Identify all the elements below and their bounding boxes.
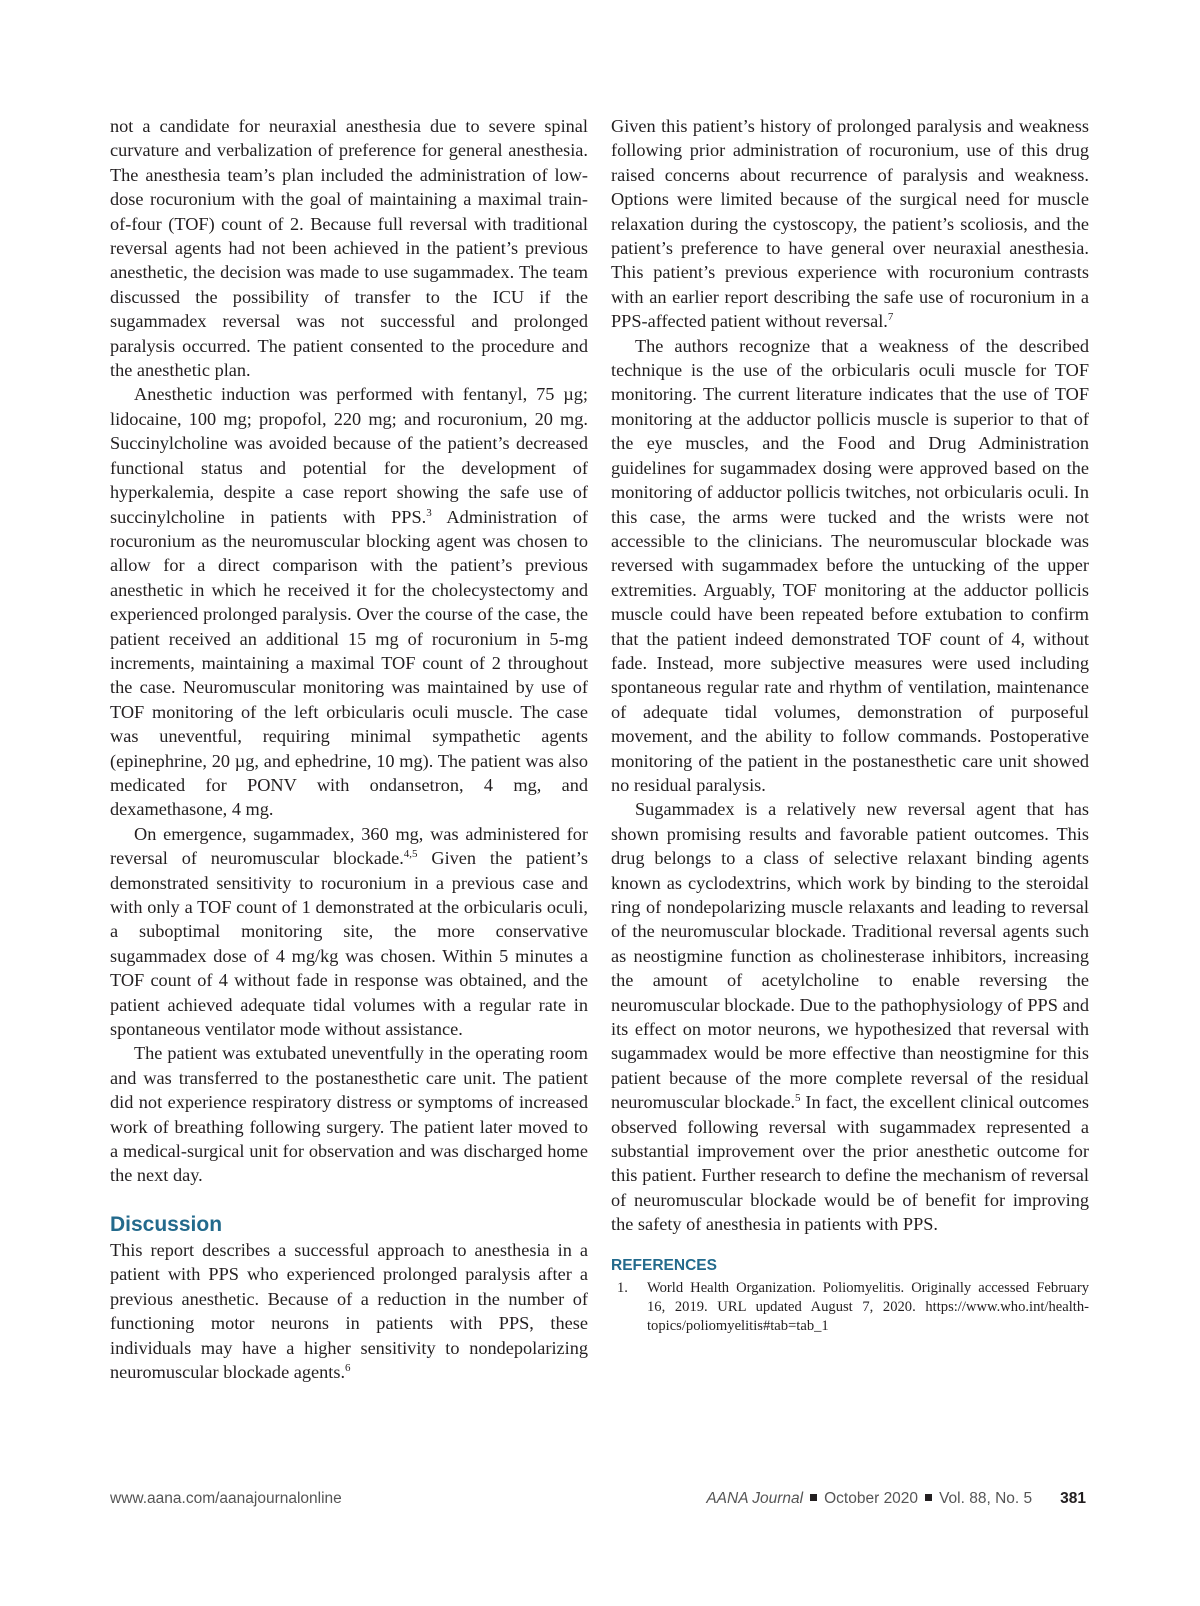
journal-url: www.aana.com/aanajournalonline: [110, 1490, 342, 1507]
citation-superscript: 3: [426, 506, 432, 519]
reference-text: World Health Organization. Poliomyelitis. Originally accessed February 16, 2019. URL updated August 7, 2020. https://www.who.int/health-topics/poliomyelitis#tab=tab_1: [647, 1279, 1089, 1334]
paragraph: [611, 797, 1089, 1236]
reference-number: 1.: [617, 1279, 628, 1296]
citation-superscript: 4,5: [403, 848, 418, 861]
paragraph: The authors recognize that a weakness of the described technique is the use of the orbicularis oculi muscle for TOF monitoring. The current literature indicates that the use of TOF monitoring at the adductor pollicis muscle is superior to that of the eye muscles, and the Food and Drug Administration guidelines for sugammadex dosing were approved based on the monitoring of adductor pollicis twitches, not orbicularis oculi. In this case, the arms were tucked and the wrists were not accessible to the clinicians. The neuromuscular blockade was reversed with sugammadex before the untucking of the upper extremities. Arguably, TOF monitoring at the adductor pollicis muscle could have been repeated before extubation to confirm that the patient indeed demonstrated TOF count of 4, without fade. Instead, more subjective measures were used including spontaneous regular rate and rhythm of ventilation, maintenance of adequate tidal volumes, demonstration of purposeful movement, and the ability to follow commands. Postoperative monitoring of the patient in the postanesthetic care unit showed no residual paralysis.: [611, 335, 1089, 795]
paragraph: [110, 822, 588, 1042]
issue-date: October 2020: [824, 1490, 919, 1507]
paragraph-text: In fact, the excellent clinical outcomes observed following reversal with sugammadex represented a substantial improvement over the prior anesthetic outcome for this patient. Further research to define the mechanism of reversal of neuromuscular blockade would be of benefit for improving the safety of anesthesia in patients with PPS.: [611, 1092, 1089, 1235]
discussion-heading: Discussion: [110, 1212, 223, 1236]
paragraph-text: Given the patient’s demonstrated sensitivity to rocuronium in a previous case and with only a TOF count of 1 demonstrated at the orbicularis oculi, a suboptimal monitoring site, the more conservative sugammadex dose of 4 mg/kg was chosen. Within 5 minutes a TOF count of 4 without fade in response was obtained, and the patient achieved adequate tidal volumes with a regular rate in spontaneous ventilator mode without assistance.: [110, 848, 588, 1040]
citation-superscript: 7: [887, 311, 894, 324]
paragraph: not a candidate for neuraxial anesthesia due to severe spinal curvature and verbalization of preference for general anesthesia. The anesthesia team’s plan included the administration of low-dose rocuronium with the goal of maintaining a maximal train-of-four (TOF) count of 2. Because full reversal with traditional reversal agents had not been achieved in the patient’s previous anesthetic, the decision was made to use sugammadex. The team discussed the possibility of transfer to the ICU if the sugammadex reversal was not successful and prolonged paralysis occurred. The patient consented to the procedure and the anesthetic plan.: [110, 116, 588, 381]
left-column: [110, 114, 588, 1384]
right-column: [611, 114, 1089, 1336]
paragraph-text: Sugammadex is a relatively new reversal agent that has shown promising results and favorable patient outcomes. This drug belongs to a class of selective relaxant binding agents known as cyclodextrins, which work by binding to the steroidal ring of nondepolarizing muscle relaxants and leading to reversal of the neuromuscular blockade. Traditional reversal agents such as neostigmine function as cholinesterase inhibitors, increasing the amount of acetylcholine to enable reversing the neuromuscular blockade. Due to the pathophysiology of PPS and its effect on motor neurons, we hypothesized that reversal with sugammadex would be more effective than neostigmine for this patient because of the more complete reversal of the residual neuromuscular blockade.: [611, 799, 1089, 1113]
reference-item: [611, 1279, 1089, 1336]
paragraph-text: Anesthetic induction was performed with fentanyl, 75 µg; lidocaine, 100 mg; propofol, 220 mg; and rocuronium, 20 mg. Succinylcholine was avoided because of the patient’s decreased functional status and potential for the development of hyperkalemia, despite a case report showing the safe use of succinylcholine in patients with PPS.: [110, 384, 588, 527]
page-footer: [110, 1490, 1086, 1512]
paragraph: [611, 114, 1089, 334]
references-heading: REFERENCES: [611, 1256, 717, 1274]
separator-square-icon: [810, 1494, 817, 1501]
paragraph-text: Administration of rocuronium as the neuromuscular blocking agent was chosen to allow for a direct comparison with the patient’s previous anesthetic in which he received it for the cholecystectomy and experienced prolonged paralysis. Over the course of the case, the patient received an additional 15 mg of rocuronium in 5-mg increments, maintaining a maximal TOF count of 2 throughout the case. Neuromuscular monitoring was maintained by use of TOF monitoring of the left orbicularis oculi muscle. The case was uneventful, requiring minimal sympathetic agents (epinephrine, 20 µg, and ephedrine, 10 mg). The patient was also medicated for PONV with ondansetron, 4 mg, and dexamethasone, 4 mg.: [110, 506, 588, 820]
paragraph-text: This report describes a successful approach to anesthesia in a patient with PPS who experienced prolonged paralysis after a previous anesthetic. Because of a reduction in the number of functioning motor neurons in patients with PPS, these individuals may have a higher sensitivity to nondepolarizing neuromuscular blockade agents.: [110, 1239, 588, 1382]
page-number: 381: [1060, 1490, 1086, 1507]
journal-name: AANA Journal: [706, 1490, 804, 1507]
paragraph: The patient was extubated uneventfully in the operating room and was transferred to the postanesthetic care unit. The patient did not experience respiratory distress or symptoms of increased work of breathing following surgery. The patient later moved to a medical-surgical unit for observation and was discharged home the next day.: [110, 1043, 588, 1186]
paragraph-text: On emergence, sugammadex, 360 mg, was administered for reversal of neuromuscular blockade.: [110, 823, 588, 869]
paragraph: [110, 382, 588, 821]
volume-issue: Vol. 88, No. 5: [939, 1490, 1033, 1507]
paragraph-text: Given this patient’s history of prolonged paralysis and weakness following prior administration of rocuronium, use of this drug raised concerns about recurrence of paralysis and weakness. Options were limited because of the surgical need for muscle relaxation during the cystoscopy, the patient’s scoliosis, and the patient’s preference to have general over neuraxial anesthesia. This patient’s previous experience with rocuronium contrasts with an earlier report describing the safe use of rocuronium in a PPS-affected patient without reversal.: [611, 116, 1089, 332]
journal-citation: [706, 1490, 1086, 1508]
paragraph: [110, 1238, 588, 1384]
citation-superscript: 5: [795, 1092, 801, 1105]
citation-superscript: 6: [345, 1361, 351, 1374]
separator-square-icon: [925, 1494, 932, 1501]
